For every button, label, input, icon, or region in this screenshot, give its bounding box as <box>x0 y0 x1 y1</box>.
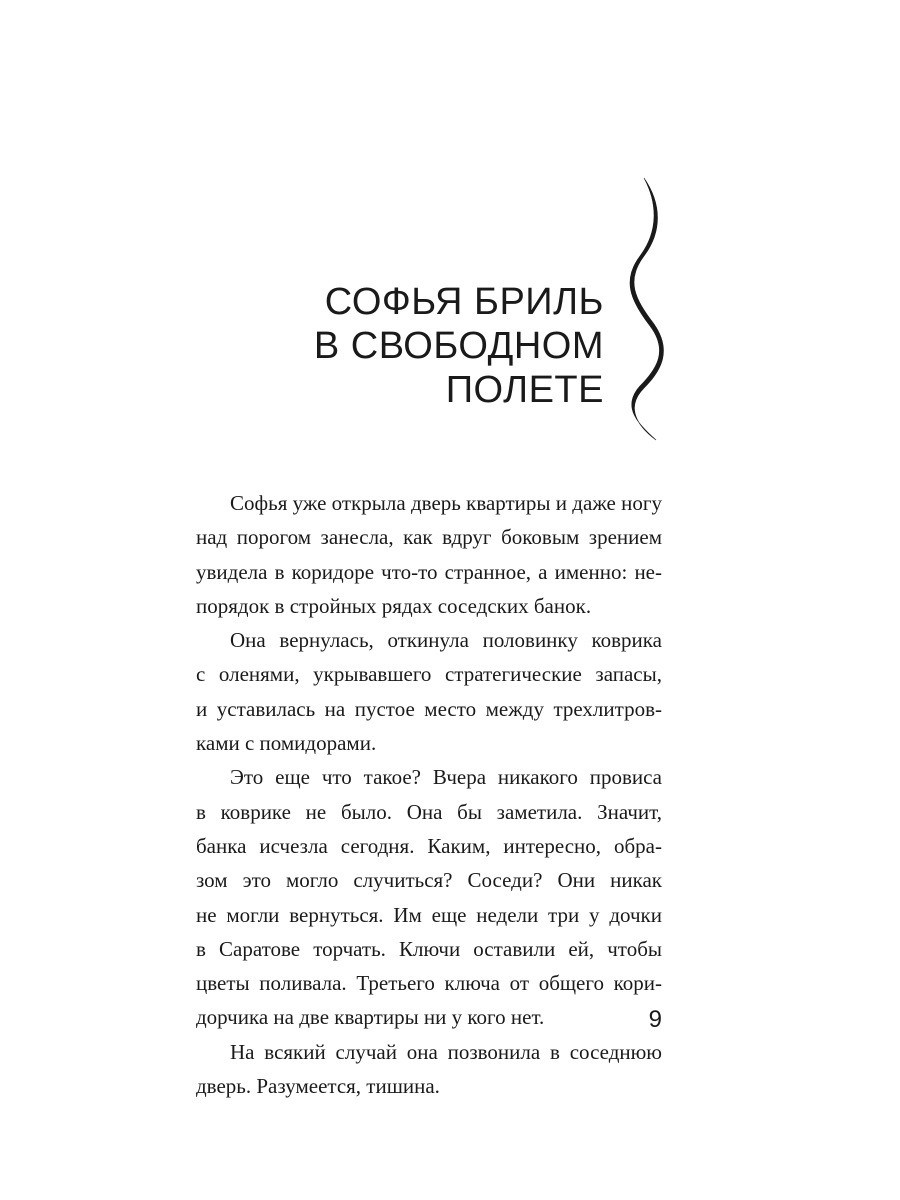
text-line: порядок в стройных рядах соседских банок. <box>196 593 592 618</box>
text-line: ками с помидорами. <box>196 731 377 756</box>
text-line: с оленями, укрывавшего стратегические запасы, <box>196 662 662 687</box>
chapter-title <box>300 280 604 412</box>
chapter-title-line: ПОЛЕТЕ <box>445 369 604 411</box>
text-line: над порогом занесла, как вдруг боковым зрением <box>196 525 662 550</box>
chapter-body <box>196 486 662 1103</box>
paragraph <box>196 760 662 1034</box>
page-number: 9 <box>648 1006 662 1033</box>
text-line: зом это могло случиться? Соседи? Они никак <box>196 868 662 893</box>
paragraph <box>196 623 662 760</box>
text-line: цветы поливала. Третьего ключа от общего кори- <box>196 971 662 996</box>
paragraph <box>196 486 662 623</box>
text-line: Это еще что такое? Вчера никакого провиса <box>230 765 662 790</box>
chapter-title-line: В СВОБОДНОМ <box>313 325 604 367</box>
text-line: дорчика на две квартиры ни у кого нет. <box>196 1005 545 1030</box>
text-line: На всякий случай она позвонила в соседнюю <box>230 1039 662 1064</box>
text-line: Софья уже открыла дверь квартиры и даже ногу <box>230 491 662 515</box>
chapter-title-line: СОФЬЯ БРИЛЬ <box>324 281 604 323</box>
text-line: в коврике не было. Она бы заметила. Значит, <box>196 799 662 824</box>
text-line: в Саратове торчать. Ключи оставили ей, чтобы <box>196 936 662 961</box>
paragraph <box>196 1035 662 1104</box>
wavy-line-ornament <box>618 174 672 444</box>
text-line: не могли вернуться. Им еще недели три у дочки <box>196 902 662 927</box>
text-line: Она вернулась, откинула половинку коврика <box>230 628 662 653</box>
text-line: банка исчезла сегодня. Каким, интересно, обра- <box>196 833 662 858</box>
text-line: дверь. Разумеется, тишина. <box>196 1074 440 1099</box>
text-line: увидела в коридоре что-то странное, а именно: не- <box>196 559 662 584</box>
text-line: и уставилась на пустое место между трехлитров- <box>196 696 662 721</box>
